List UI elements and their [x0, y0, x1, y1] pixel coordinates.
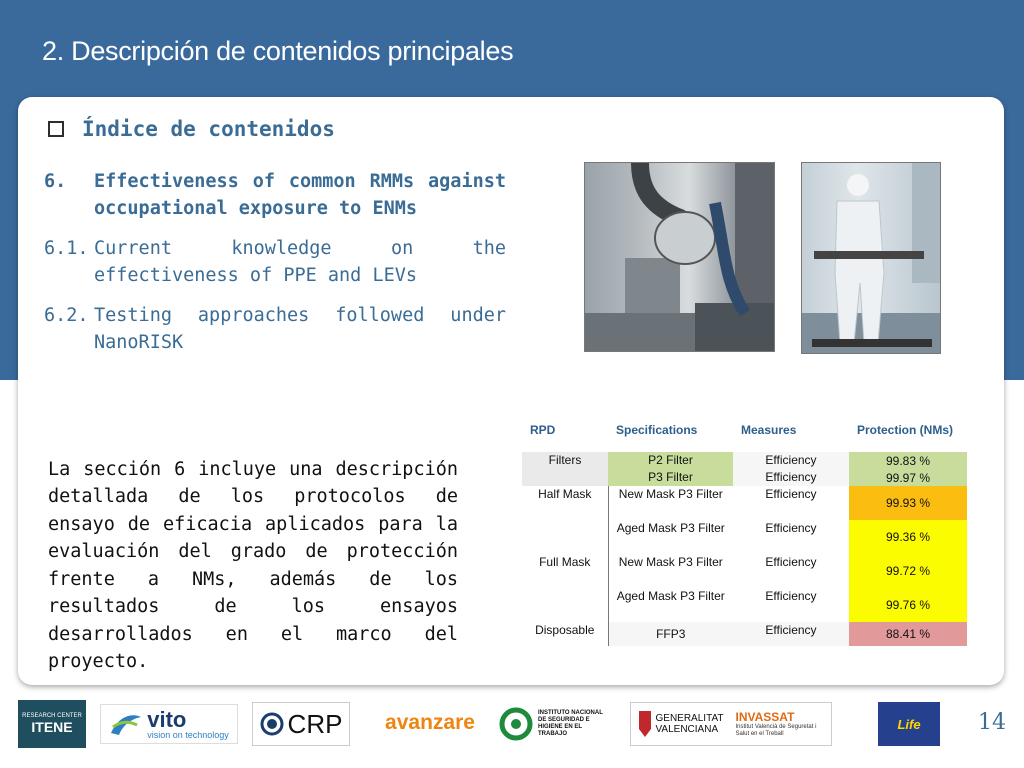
cell-measure: Efficiency [765, 555, 817, 569]
table-row [522, 469, 967, 486]
toc-list [44, 168, 506, 369]
protective-suit-illustration [802, 163, 940, 353]
cell-rpd: Half Mask [538, 487, 592, 501]
cell-rpd [522, 469, 608, 486]
section-heading [48, 117, 335, 141]
section-heading-text: Índice de contenidos [82, 117, 335, 141]
cell-spec: Aged Mask P3 Filter [608, 520, 733, 554]
cell-protection: 88.41 % [849, 622, 967, 646]
insht-emblem-icon [498, 706, 534, 742]
cell-measure: Efficiency [765, 487, 817, 501]
table-row [522, 520, 967, 554]
gva-shield-icon [637, 709, 653, 739]
table-row [522, 554, 967, 588]
eu-life-logo [878, 702, 940, 746]
itene-logo-text: ITENE [31, 719, 73, 735]
cell-protection: 99.97 % [849, 469, 967, 486]
toc-number: 6.1. [44, 238, 89, 259]
extraction-arm-illustration [585, 163, 774, 351]
cell-spec: FFP3 [608, 622, 733, 646]
toc-item [44, 168, 506, 222]
avanzare-logo: avanzare [385, 711, 475, 734]
table-row [522, 486, 967, 520]
toc-item [44, 302, 506, 356]
table-row [522, 622, 967, 646]
insht-logo [498, 704, 610, 744]
header-protection: Protection (NMs) [857, 423, 953, 437]
invassat-logo-text: INVASSAT [735, 709, 795, 724]
cell-protection: 99.93 % [849, 486, 967, 520]
toc-number: 6. [44, 171, 67, 192]
header-rpd: RPD [530, 423, 556, 437]
vito-swoosh-icon [109, 709, 143, 739]
cell-spec: P2 Filter [608, 452, 733, 469]
crp-logo [252, 702, 350, 746]
cell-measure: Efficiency [733, 622, 849, 646]
cell-rpd [522, 588, 608, 622]
cell-rpd [522, 520, 608, 554]
crp-emblem-icon [260, 712, 284, 736]
itene-logo-caption: RESEARCH CENTER [22, 713, 82, 719]
vito-tagline: vision on technology [147, 729, 229, 740]
checkbox-bullet-icon [48, 121, 64, 137]
section-description: La sección 6 incluye una descripción detallada de los protocolos de ensayo de eficacia aplicados para la evaluación del grado de protección frente a NMs, además de los resultados de los ensayos desarrollados en el marco del proyecto. [48, 458, 458, 672]
cell-rpd: Disposable [535, 623, 595, 637]
cell-protection: 99.76 % [849, 588, 967, 622]
toc-text: Testing approaches followed under NanoRISK [94, 305, 506, 353]
cell-spec: P3 Filter [608, 469, 733, 486]
cell-measure: Efficiency [733, 469, 849, 486]
toc-text: Current knowledge on the effectiveness of PPE and LEVs [94, 238, 506, 286]
cell-rpd: Filters [522, 452, 608, 469]
vito-logo-text: vito [147, 706, 187, 732]
slide-title: 2. Descripción de contenidos principales [42, 36, 514, 66]
table-header-row [522, 419, 967, 452]
table-row [522, 588, 967, 622]
eu-life-logo-text: Life [897, 716, 921, 732]
cell-protection: 99.72 % [849, 554, 967, 588]
cell-measure: Efficiency [765, 521, 817, 535]
cell-spec: New Mask P3 Filter [608, 486, 733, 520]
cell-protection: 99.83 % [849, 452, 967, 469]
cell-protection: 99.36 % [849, 520, 967, 554]
crp-logo-text: CRP [287, 708, 343, 739]
cell-measure: Efficiency [765, 589, 817, 603]
invassat-logo-caption: Institut Valencià de Seguretat i Salut en el Treball [735, 723, 817, 737]
itene-logo [18, 700, 86, 748]
header-specifications: Specifications [616, 423, 698, 437]
table-row [522, 452, 967, 469]
generalitat-invassat-logo [630, 702, 832, 746]
vito-logo [100, 704, 238, 744]
cell-spec: New Mask P3 Filter [608, 554, 733, 588]
toc-number: 6.2. [44, 305, 89, 326]
cell-spec: Aged Mask P3 Filter [608, 588, 733, 622]
toc-text: Effectiveness of common RMMs against occupational exposure to ENMs [94, 171, 506, 219]
partner-logos-bar [0, 700, 1024, 750]
page-number: 14 [978, 710, 1006, 735]
rpd-efficiency-table [522, 419, 968, 646]
cell-measure: Efficiency [733, 452, 849, 469]
gva-logo-text: GENERALITAT VALENCIANA [655, 713, 724, 735]
lab-extraction-photo [584, 162, 775, 352]
toc-item [44, 235, 506, 289]
insht-logo-text: INSTITUTO NACIONAL DE SEGURIDAD E HIGIENE EN EL TRABAJO [538, 709, 603, 738]
cell-rpd: Full Mask [539, 555, 591, 569]
header-measures: Measures [741, 423, 797, 437]
protective-suit-photo [801, 162, 941, 354]
